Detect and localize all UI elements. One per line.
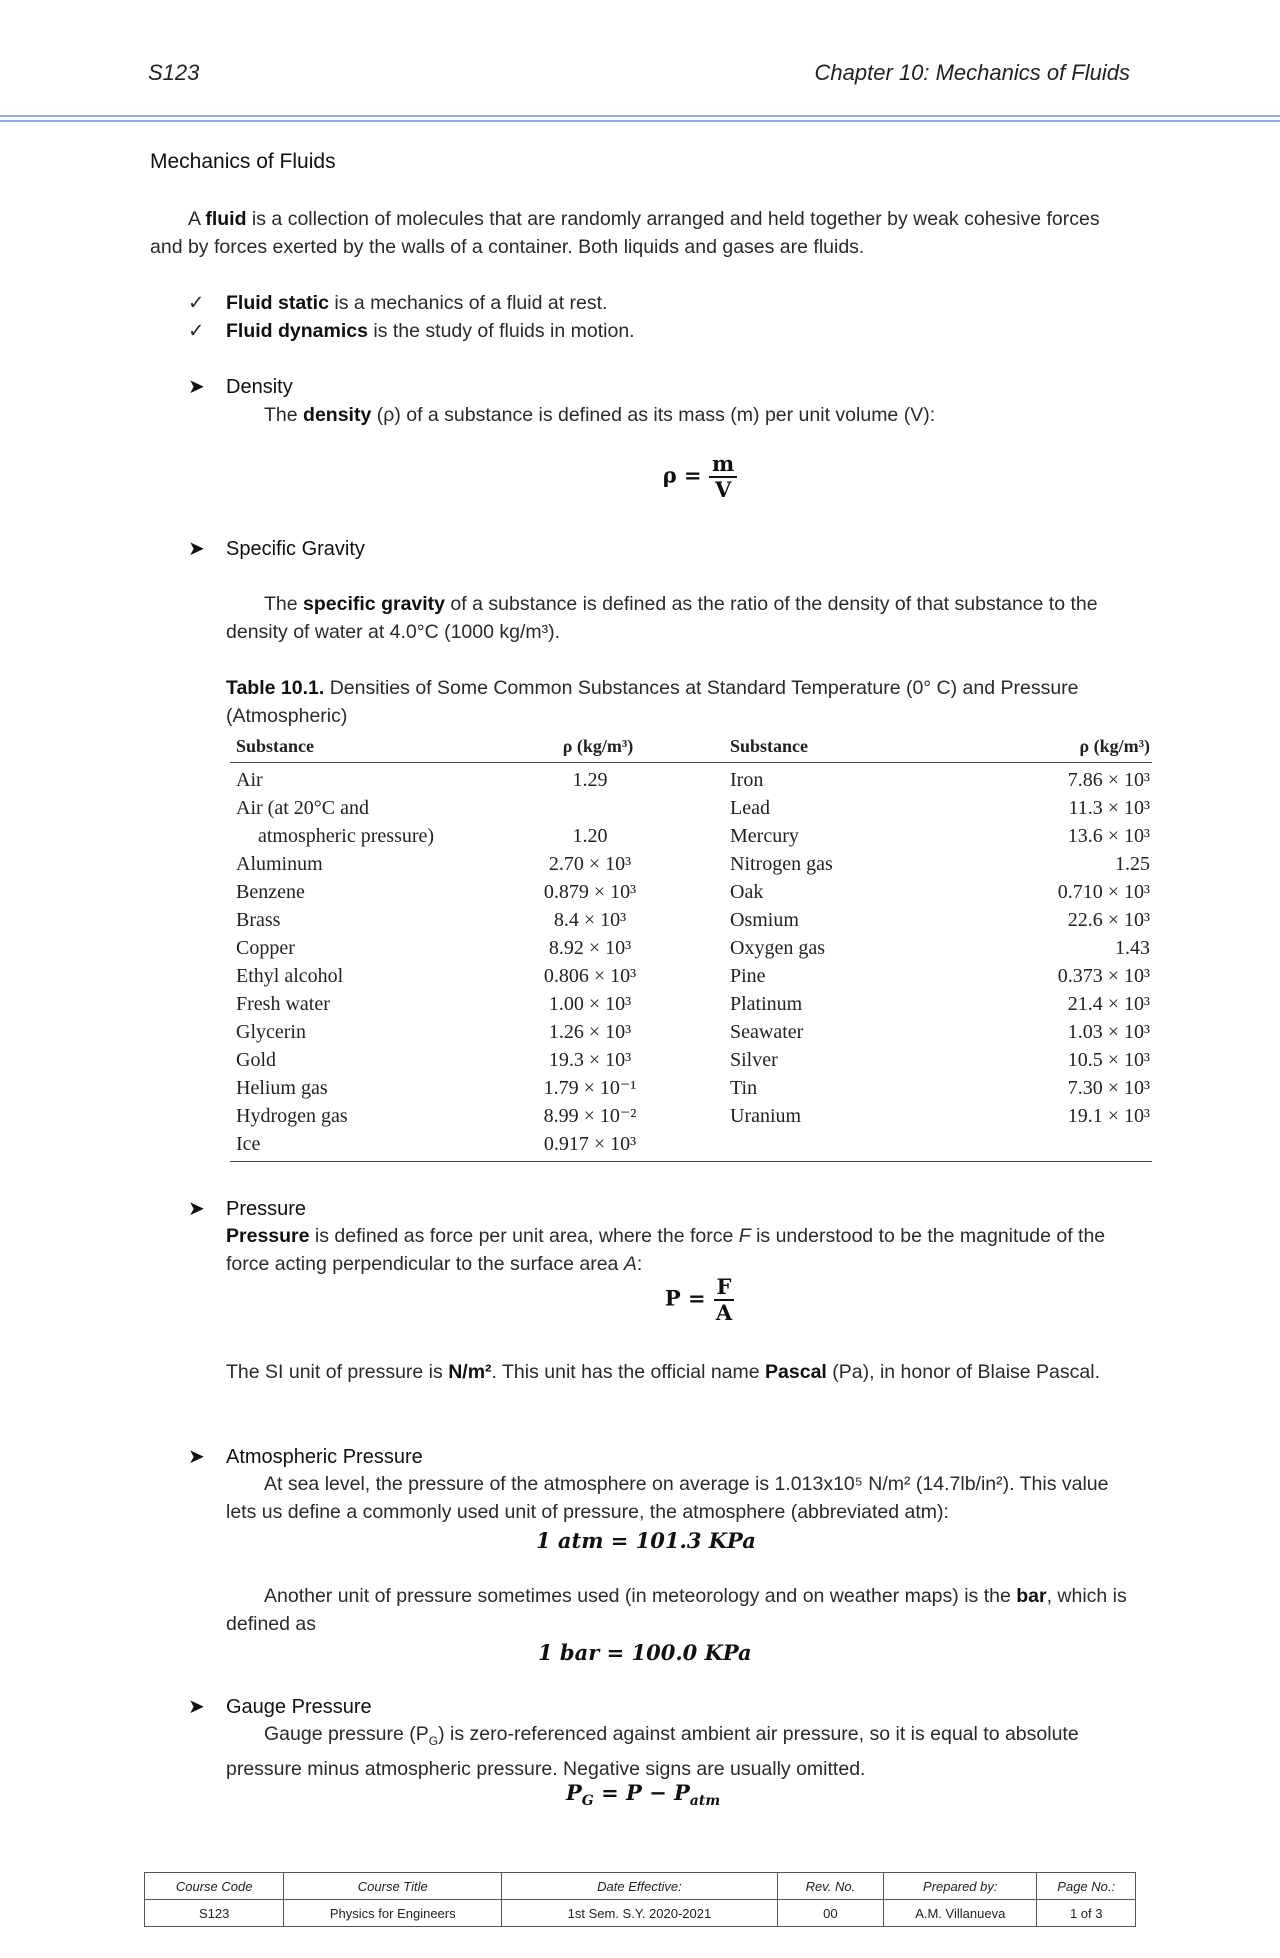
table-cell-substance: Copper (236, 937, 295, 959)
footer-label: Course Code (145, 1873, 284, 1900)
table-cell-substance: Fresh water (236, 993, 330, 1015)
left-substance-column (236, 766, 536, 1158)
table-cell-density: 7.86 × 10³ (1067, 769, 1150, 791)
pressure-heading (188, 1196, 306, 1221)
gauge-heading (188, 1694, 372, 1719)
si-text-after: (Pa), in honor of Blaise Pascal. (826, 1361, 1100, 1383)
si-text-mid: . This unit has the official name (491, 1361, 766, 1383)
footer-label: Rev. No. (777, 1873, 883, 1900)
footer-value: 1st Sem. S.Y. 2020-2021 (502, 1900, 777, 1927)
footer-label: Course Title (284, 1873, 502, 1900)
sg-term: specific gravity (303, 593, 446, 615)
table-cell-substance: Air (at 20°C and (236, 797, 369, 819)
table-cell-substance: Osmium (730, 909, 799, 931)
density-heading (188, 374, 293, 399)
pressure-text-a: is defined as force per unit area, where the force (309, 1225, 739, 1247)
density-term: density (303, 404, 372, 426)
table-cell-density: 1.43 (1115, 937, 1150, 959)
header-rule-2 (0, 120, 1280, 122)
footer-value: S123 (145, 1900, 284, 1927)
table-cell-density: 1.26 × 10³ (548, 1021, 632, 1043)
gauge-paragraph (226, 1720, 1130, 1783)
bar-text-after: , which is defined as (226, 1585, 1127, 1635)
footer-value-row (145, 1900, 1136, 1927)
footer-table (144, 1872, 1136, 1927)
arrow-bullet-icon: ➤ (188, 1696, 205, 1718)
arrow-bullet-icon: ➤ (188, 1198, 205, 1220)
table-cell-density: 1.29 (572, 769, 608, 791)
gauge-formula-p: P (566, 1780, 582, 1805)
bar-formula-left: 1 bar (538, 1640, 600, 1665)
table-caption-text: Densities of Some Common Substances at Standard Temperature (0° C) and Pressure (Atmospheric) (226, 677, 1079, 727)
table-cell-substance: Mercury (730, 825, 799, 847)
gauge-text-before: Gauge pressure (P (264, 1723, 429, 1745)
formula-denominator: V (714, 477, 732, 502)
table-cell-substance: Tin (730, 1077, 758, 1099)
table-cell-density: 2.70 × 10³ (548, 853, 632, 875)
bar-paragraph (226, 1582, 1130, 1638)
table-cell-density: 11.3 × 10³ (1068, 797, 1150, 819)
bar-formula-right: 100.0 KPa (631, 1640, 752, 1665)
bar-formula-eq: = (599, 1640, 632, 1665)
formula-denominator: A (715, 1300, 733, 1325)
check-text: is a mechanics of a fluid at rest. (328, 292, 608, 314)
check-item (188, 317, 635, 345)
footer-label-row (145, 1873, 1136, 1900)
footer-label: Page No.: (1037, 1873, 1136, 1900)
specific-gravity-definition (226, 590, 1130, 646)
pressure-formula (600, 1275, 800, 1325)
table-header: Substance (730, 736, 809, 756)
density-text-after: (ρ) of a substance is defined as its mass (m) per unit volume (V): (371, 404, 936, 426)
table-cell-substance: Air (236, 769, 263, 791)
bar-term: bar (1016, 1585, 1047, 1607)
table-caption (226, 674, 1130, 730)
table-cell-substance: Oak (730, 881, 764, 903)
table-cell-density: 1.00 × 10³ (548, 993, 632, 1015)
si-unit: N/m² (448, 1361, 492, 1383)
table-cell-substance: Benzene (236, 881, 305, 903)
footer-label: Prepared by: (884, 1873, 1037, 1900)
table-cell-density: 7.30 × 10³ (1067, 1077, 1150, 1099)
table-cell-density: 10.5 × 10³ (1067, 1049, 1150, 1071)
check-term: Fluid dynamics (226, 320, 368, 342)
intro-text-before: A (188, 208, 206, 230)
density-formula (600, 452, 800, 502)
table-cell-density (510, 794, 670, 822)
arrow-bullet-icon: ➤ (188, 376, 205, 398)
table-cell-density: 8.92 × 10³ (548, 937, 632, 959)
formula-fraction (713, 1275, 735, 1325)
table-cell-substance: Silver (730, 1049, 778, 1071)
gauge-heading-text: Gauge Pressure (226, 1696, 372, 1718)
atmospheric-paragraph: At sea level, the pressure of the atmosphere on average is 1.013x10⁵ N/m² (14.7lb/in²). This value lets us define a commonly used unit of pressure, the atmosphere (abbreviated atm): (226, 1473, 1109, 1523)
atm-formula-eq: = (603, 1528, 636, 1553)
header-rule (0, 115, 1280, 117)
table-cell-density: 0.373 × 10³ (1057, 965, 1150, 987)
formula-lhs: ρ = (662, 462, 702, 488)
table-cell-density: 0.710 × 10³ (1057, 881, 1150, 903)
table-cell-substance: Iron (730, 769, 764, 791)
si-text-before: The SI unit of pressure is (226, 1361, 449, 1383)
density-heading-text: Density (226, 376, 293, 398)
bar-text-before: Another unit of pressure sometimes used (in meteorology and on weather maps) is the (264, 1585, 1017, 1607)
atm-formula (536, 1528, 756, 1553)
table-cell-substance: Helium gas (236, 1077, 328, 1099)
footer-value: 00 (777, 1900, 883, 1927)
table-bottom-rule (230, 1161, 1152, 1162)
table-cell-substance: Ethyl alcohol (236, 965, 344, 987)
atmospheric-heading-text: Atmospheric Pressure (226, 1446, 423, 1468)
intro-text-after: is a collection of molecules that are randomly arranged and held together by weak cohesive forces and by forces exerted by the walls of a container. Both liquids and gases are fluids. (150, 208, 1100, 258)
gauge-text-after: ) is zero-referenced against ambient air pressure, so it is equal to absolute pressure minus atmospheric pressure. Negative signs are usually omitted. (226, 1723, 1079, 1780)
density-table (230, 734, 1152, 1164)
table-cell-density: 0.879 × 10³ (543, 881, 637, 903)
table-cell-substance: Brass (236, 909, 281, 931)
footer-value: 1 of 3 (1037, 1900, 1136, 1927)
table-caption-label: Table 10.1. (226, 677, 325, 699)
pressure-heading-text: Pressure (226, 1198, 307, 1220)
table-header: ρ (kg/m³) (1079, 736, 1150, 756)
table-cell-substance: Pine (730, 965, 766, 987)
table-header: ρ (kg/m³) (562, 736, 634, 756)
table-header: Substance (236, 736, 315, 756)
table-cell-substance: Lead (730, 797, 770, 819)
table-cell-density: 13.6 × 10³ (1067, 825, 1150, 847)
table-cell-density: 19.1 × 10³ (1067, 1105, 1150, 1127)
check-item (188, 289, 607, 317)
right-substance-column (730, 766, 930, 1130)
gauge-formula (566, 1780, 720, 1809)
pressure-var-f: F (738, 1225, 751, 1247)
check-icon: ✓ (188, 292, 205, 314)
footer-label: Date Effective: (502, 1873, 777, 1900)
specific-gravity-heading (188, 536, 365, 561)
table-cell-density: 8.4 × 10³ (553, 909, 627, 931)
sg-text-before: The (264, 593, 304, 615)
table-cell-density: 19.3 × 10³ (548, 1049, 632, 1071)
pressure-term: Pressure (226, 1225, 310, 1247)
table-cell-density: 0.806 × 10³ (543, 965, 637, 987)
left-value-column (510, 766, 670, 1158)
gauge-text-sub: G (428, 1733, 439, 1748)
pressure-text-b: is understood to be the magnitude of the force acting perpendicular to the surface area (226, 1225, 1106, 1275)
arrow-bullet-icon: ➤ (188, 1446, 205, 1468)
table-cell-substance: Nitrogen gas (730, 853, 833, 875)
intro-paragraph (150, 205, 1130, 261)
specific-gravity-heading-text: Specific Gravity (226, 538, 365, 560)
table-cell-substance: Hydrogen gas (236, 1105, 348, 1127)
table-cell-substance: Oxygen gas (730, 937, 825, 959)
table-cell-density: 22.6 × 10³ (1067, 909, 1150, 931)
gauge-formula-mid: = P − P (593, 1780, 690, 1805)
density-definition (264, 401, 935, 429)
footer-value: Physics for Engineers (284, 1900, 502, 1927)
check-text: is the study of fluids in motion. (367, 320, 635, 342)
formula-numerator: m (709, 452, 737, 478)
atm-formula-left: 1 atm (536, 1528, 604, 1553)
table-cell-substance: atmospheric pressure) (258, 825, 435, 847)
table-cell-density: 8.99 × 10⁻² (543, 1105, 637, 1127)
table-cell-density: 21.4 × 10³ (1067, 993, 1150, 1015)
atmospheric-heading (188, 1444, 423, 1469)
header-chapter: Chapter 10: Mechanics of Fluids (814, 60, 1130, 85)
density-text-before: The (264, 404, 304, 426)
gauge-formula-g: G (581, 1793, 594, 1810)
bar-formula (538, 1640, 752, 1665)
table-cell-substance: Gold (236, 1049, 276, 1071)
si-name: Pascal (765, 1361, 827, 1383)
header-code: S123 (148, 60, 200, 85)
sg-text-after: of a substance is defined as the ratio of the density of that substance to the density of water at 4.0°C (1000 kg/m³). (226, 593, 1098, 643)
check-icon: ✓ (188, 320, 205, 342)
table-cell-substance: Platinum (730, 993, 803, 1015)
atm-formula-right: 101.3 KPa (635, 1528, 756, 1553)
right-value-column (970, 766, 1150, 1130)
table-cell-substance: Ice (236, 1133, 261, 1155)
formula-lhs: P = (664, 1285, 706, 1311)
table-cell-density: 1.20 (572, 825, 608, 847)
formula-fraction (709, 452, 737, 502)
si-unit-paragraph (226, 1358, 1130, 1386)
pressure-definition (226, 1222, 1130, 1278)
arrow-bullet-icon: ➤ (188, 538, 205, 560)
gauge-formula-atm: atm (689, 1793, 721, 1810)
table-header-rule (230, 762, 1152, 763)
table-cell-substance: Seawater (730, 1021, 804, 1043)
table-cell-density: 1.79 × 10⁻¹ (543, 1077, 637, 1099)
pressure-text-c: : (636, 1253, 643, 1275)
intro-term: fluid (205, 208, 247, 230)
formula-numerator: F (714, 1275, 735, 1301)
table-cell-density: 1.03 × 10³ (1067, 1021, 1150, 1043)
table-cell-substance: Aluminum (236, 853, 323, 875)
table-cell-substance: Uranium (730, 1105, 802, 1127)
table-cell-substance: Glycerin (236, 1021, 306, 1043)
footer-value: A.M. Villanueva (884, 1900, 1037, 1927)
table-cell-density: 0.917 × 10³ (543, 1133, 637, 1155)
check-term: Fluid static (226, 292, 329, 314)
table-cell-density: 1.25 (1115, 853, 1150, 875)
section-title: Mechanics of Fluids (150, 150, 336, 173)
pressure-var-a: A (623, 1253, 637, 1275)
